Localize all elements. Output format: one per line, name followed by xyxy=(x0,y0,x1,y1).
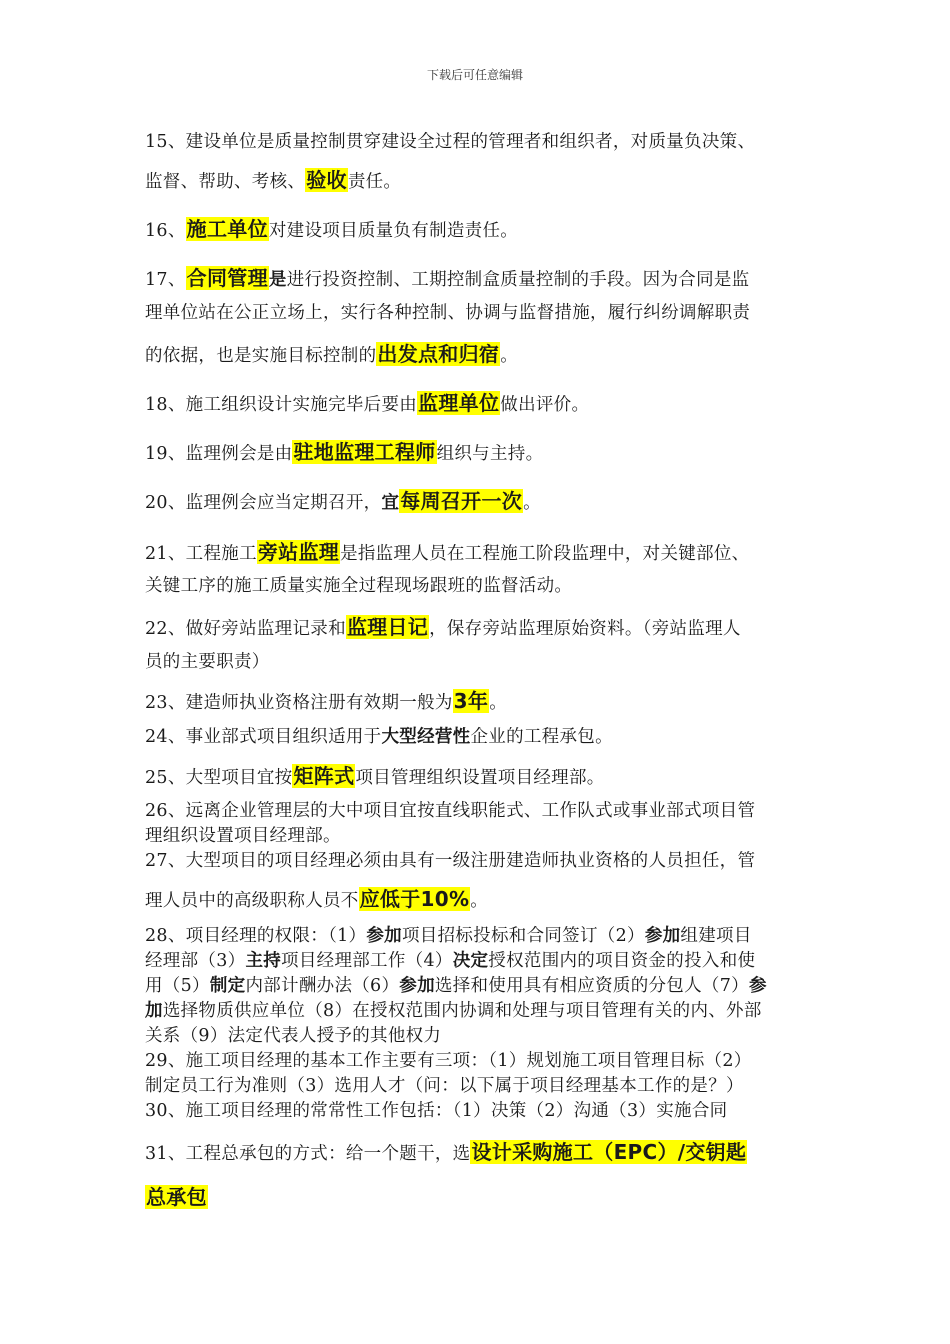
text: 做出评价。 xyxy=(500,395,590,415)
item-25 xyxy=(145,760,810,789)
item-31-line-2 xyxy=(145,1181,810,1210)
item-17-line-3 xyxy=(145,338,810,367)
bold-term: 加 xyxy=(145,1001,163,1021)
text: 用（5） xyxy=(145,976,210,996)
item-26-line-2: 理组织设置项目经理部。 xyxy=(145,826,341,846)
item-26-line-1: 26、远离企业管理层的大中项目宜按直线职能式、工作队式或事业部式项目管 xyxy=(145,801,756,821)
item-27-line-1: 27、大型项目的项目经理必须由具有一级注册建造师执业资格的人员担任，管 xyxy=(145,851,756,871)
highlight-term: 验收 xyxy=(306,168,347,192)
text: 组建项目 xyxy=(680,926,752,946)
bold-term: 决定 xyxy=(452,951,489,971)
text: 对建设项目质量负有制造责任。 xyxy=(268,221,519,241)
highlight-term: 驻地监理工程师 xyxy=(293,440,436,464)
item-17-line-1 xyxy=(145,262,810,291)
text: 选择物质供应单位（8）在授权范围内协调和处理与项目管理有关的内、外部 xyxy=(162,1001,762,1021)
highlight-term: 出发点和归宿 xyxy=(377,342,500,366)
text: ，保存旁站监理原始资料。（旁站监理人 xyxy=(429,619,741,639)
item-24 xyxy=(145,723,810,748)
item-20 xyxy=(145,485,810,514)
item-23 xyxy=(145,685,810,714)
item-17-line-2: 理单位站在公正立场上，实行各种控制、协调与监督措施，履行纠纷调解职责 xyxy=(145,303,751,323)
item-21-line-1 xyxy=(145,536,810,565)
text: 。 xyxy=(523,493,541,513)
highlight-term: 每周召开一次 xyxy=(400,489,523,513)
item-16 xyxy=(145,213,810,242)
text: 是指监理人员在工程施工阶段监理中，对关键部位、 xyxy=(340,544,750,564)
text: 28、项目经理的权限：（1） xyxy=(145,926,367,946)
text: 项目管理组织设置项目经理部。 xyxy=(355,768,605,788)
text: 24、事业部式项目组织适用于 xyxy=(145,727,382,747)
text: 23、建造师执业资格注册有效期一般为 xyxy=(145,693,453,713)
highlight-term: 施工单位 xyxy=(186,217,268,241)
item-22-line-1 xyxy=(145,611,810,640)
item-21-line-2: 关键工序的施工质量实施全过程现场跟班的监督活动。 xyxy=(145,576,573,596)
highlight-term: 总承包 xyxy=(146,1185,207,1209)
page-header: 下载后可任意编辑 xyxy=(426,68,523,82)
text: 项目招标投标和合同签订（2） xyxy=(401,926,645,946)
text: 31、工程总承包的方式：给一个题干，选 xyxy=(145,1144,471,1164)
text: 21、工程施工 xyxy=(145,544,257,564)
item-15-line-1: 15、建设单位是质量控制贯穿建设全过程的管理者和组织者，对质量负决策、 xyxy=(145,132,756,152)
item-28-line-1 xyxy=(145,922,810,947)
text: 17、 xyxy=(145,270,186,290)
item-28-line-5: 关系（9）法定代表人授予的其他权力 xyxy=(145,1026,442,1046)
text: 进行投资控制、工期控制盒质量控制的手段。因为合同是监 xyxy=(286,270,750,290)
item-15-line-2 xyxy=(145,164,810,193)
bold-term: 是 xyxy=(268,270,287,290)
highlight-term: 设计采购施工（EPC）/交钥匙 xyxy=(471,1140,747,1164)
bold-term: 参 xyxy=(748,976,767,996)
text: 理人员中的高级职称人员不 xyxy=(145,891,359,911)
highlight-term: 3年 xyxy=(453,689,489,713)
text: 22、做好旁站监理记录和 xyxy=(145,619,346,639)
text: 授权范围内的项目资金的投入和使 xyxy=(488,951,756,971)
bold-term: 参加 xyxy=(644,926,681,946)
bold-term: 参加 xyxy=(366,926,402,946)
highlight-term: 合同管理 xyxy=(186,266,268,290)
bold-term: 制定 xyxy=(209,976,246,996)
item-29-line-1: 29、施工项目经理的基本工作主要有三项：（1）规划施工项目管理目标（2） xyxy=(145,1051,752,1071)
text: 。 xyxy=(470,891,489,911)
text: 经理部（3） xyxy=(145,951,246,971)
highlight-term: 旁站监理 xyxy=(257,540,340,564)
highlight-term: 监理日记 xyxy=(346,615,429,639)
text: 选择和使用具有相应资质的分包人（7） xyxy=(434,976,749,996)
item-30: 30、施工项目经理的常常性工作包括：（1）决策（2）沟通（3）实施合同 xyxy=(145,1101,728,1121)
item-22-line-2: 员的主要职责） xyxy=(145,652,270,672)
text: 16、 xyxy=(145,221,186,241)
item-18 xyxy=(145,387,810,416)
text: 企业的工程承包。 xyxy=(470,727,613,747)
text: 责任。 xyxy=(347,172,402,192)
bold-term: 宜 xyxy=(381,493,400,513)
text: 监督、帮助、考核、 xyxy=(145,172,306,192)
bold-term: 参加 xyxy=(399,976,435,996)
item-28-line-3 xyxy=(145,972,810,997)
text: 。 xyxy=(500,346,519,366)
text: 内部计酬办法（6） xyxy=(245,976,400,996)
item-29-line-2: 制定员工行为准则（3）选用人才（问：以下属于项目经理基本工作的是？） xyxy=(145,1076,744,1096)
text: 组织与主持。 xyxy=(436,444,544,464)
text: 的依据，也是实施目标控制的 xyxy=(145,346,377,366)
highlight-term: 监理单位 xyxy=(418,391,500,415)
bold-term: 主持 xyxy=(245,951,282,971)
item-19 xyxy=(145,436,810,465)
highlight-term: 应低于10% xyxy=(359,887,470,911)
text: 。 xyxy=(489,693,508,713)
item-27-line-2 xyxy=(145,883,810,912)
text: 18、施工组织设计实施完毕后要由 xyxy=(145,395,418,415)
text: 19、监理例会是由 xyxy=(145,444,293,464)
text: 项目经理部工作（4） xyxy=(281,951,453,971)
text: 25、大型项目宜按 xyxy=(145,768,293,788)
item-31-line-1 xyxy=(145,1136,810,1165)
item-28-line-2 xyxy=(145,947,810,972)
highlight-term: 矩阵式 xyxy=(293,764,355,788)
item-28-line-4 xyxy=(145,997,810,1022)
text: 20、监理例会应当定期召开， xyxy=(145,493,382,513)
bold-term: 大型经营性 xyxy=(381,727,471,747)
